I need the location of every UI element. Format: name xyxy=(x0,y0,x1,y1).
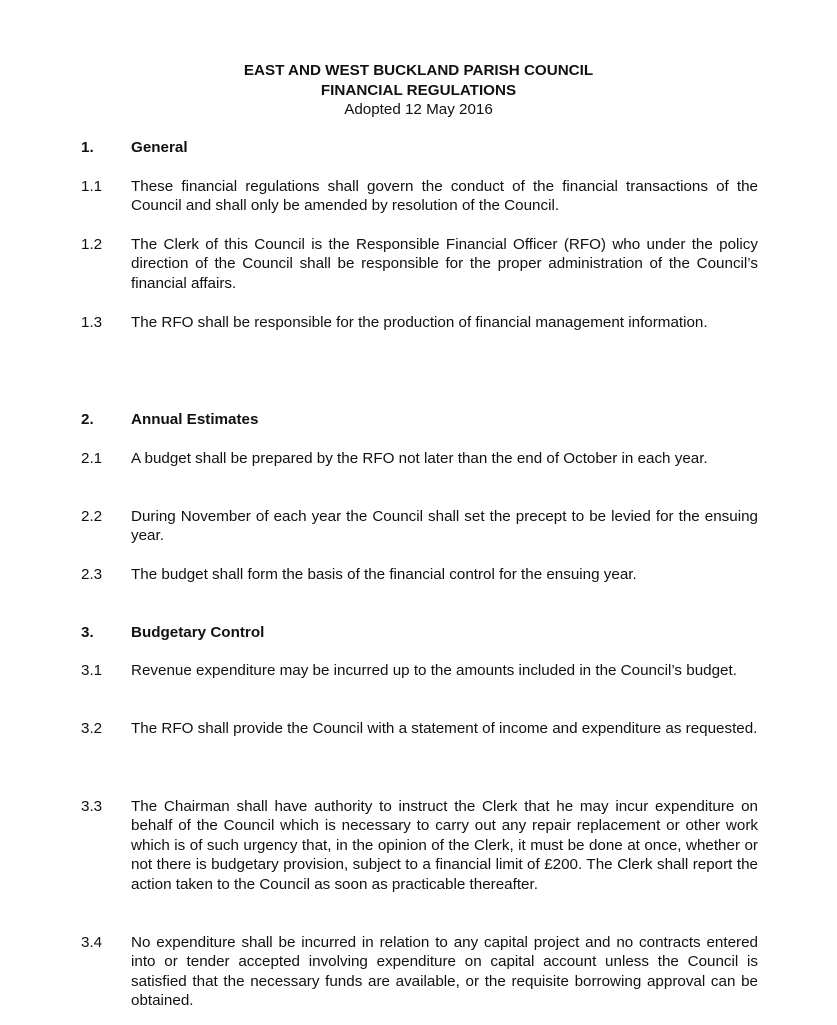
clause-text: These financial regulations shall govern the conduct of the financial transactions of the Council and shall only be amended by resolution of the Council. xyxy=(131,178,758,215)
clause-number: 3.2 xyxy=(81,720,103,737)
document-title: FINANCIAL REGULATIONS xyxy=(320,81,517,99)
clause-text: The Clerk of this Council is the Responsible Financial Officer (RFO) who under the policy direction of the Council shall be responsible for the proper administration of the Council’s financial affairs. xyxy=(131,236,758,292)
clause-text: Revenue expenditure may be incurred up to the amounts included in the Council’s budget. xyxy=(131,662,737,679)
section-title: Annual Estimates xyxy=(131,411,259,428)
clause-text: A budget shall be prepared by the RFO not later than the end of October in each year. xyxy=(131,450,708,467)
clause-number: 2.2 xyxy=(81,508,103,525)
clause-number: 3.1 xyxy=(81,662,103,679)
document-header xyxy=(0,61,837,120)
clause-text: No expenditure shall be incurred in relation to any capital project and no contracts entered into or tender accepted involving expenditure on capital account unless the Council is satisfied that the necessary funds are available, or the requisite borrowing approval can be obtained. xyxy=(131,934,758,1010)
clause-text: During November of each year the Council shall set the precept to be levied for the ensuing year. xyxy=(131,508,758,545)
clause-text: The budget shall form the basis of the financial control for the ensuing year. xyxy=(131,566,637,583)
clause-number: 3.3 xyxy=(81,798,103,815)
clause-number: 1.1 xyxy=(81,178,103,195)
section-number: 2. xyxy=(81,411,94,428)
clause-text: The RFO shall provide the Council with a statement of income and expenditure as requested. xyxy=(131,720,758,737)
section-number: 1. xyxy=(81,139,94,156)
clause-number: 1.2 xyxy=(81,236,103,253)
clause-number: 2.3 xyxy=(81,566,103,583)
clause-number: 2.1 xyxy=(81,450,103,467)
clause-number: 3.4 xyxy=(81,934,103,951)
clause-text: The RFO shall be responsible for the production of financial management information. xyxy=(131,314,708,331)
section-title: General xyxy=(131,139,188,156)
section-title: Budgetary Control xyxy=(131,624,265,641)
clause-text: The Chairman shall have authority to instruct the Clerk that he may incur expenditure on behalf of the Council which is necessary to carry out any repair replacement or other work which is of such urgency that, in the opinion of the Clerk, it must be done at once, whether or not there is budgetary provision, subject to a financial limit of £200. The Clerk shall report the action taken to the Council as soon as practicable thereafter. xyxy=(131,798,758,893)
clause-number: 1.3 xyxy=(81,314,103,331)
council-name: EAST AND WEST BUCKLAND PARISH COUNCIL xyxy=(243,62,594,79)
adoption-date: Adopted 12 May 2016 xyxy=(344,101,493,118)
section-number: 3. xyxy=(81,624,94,641)
